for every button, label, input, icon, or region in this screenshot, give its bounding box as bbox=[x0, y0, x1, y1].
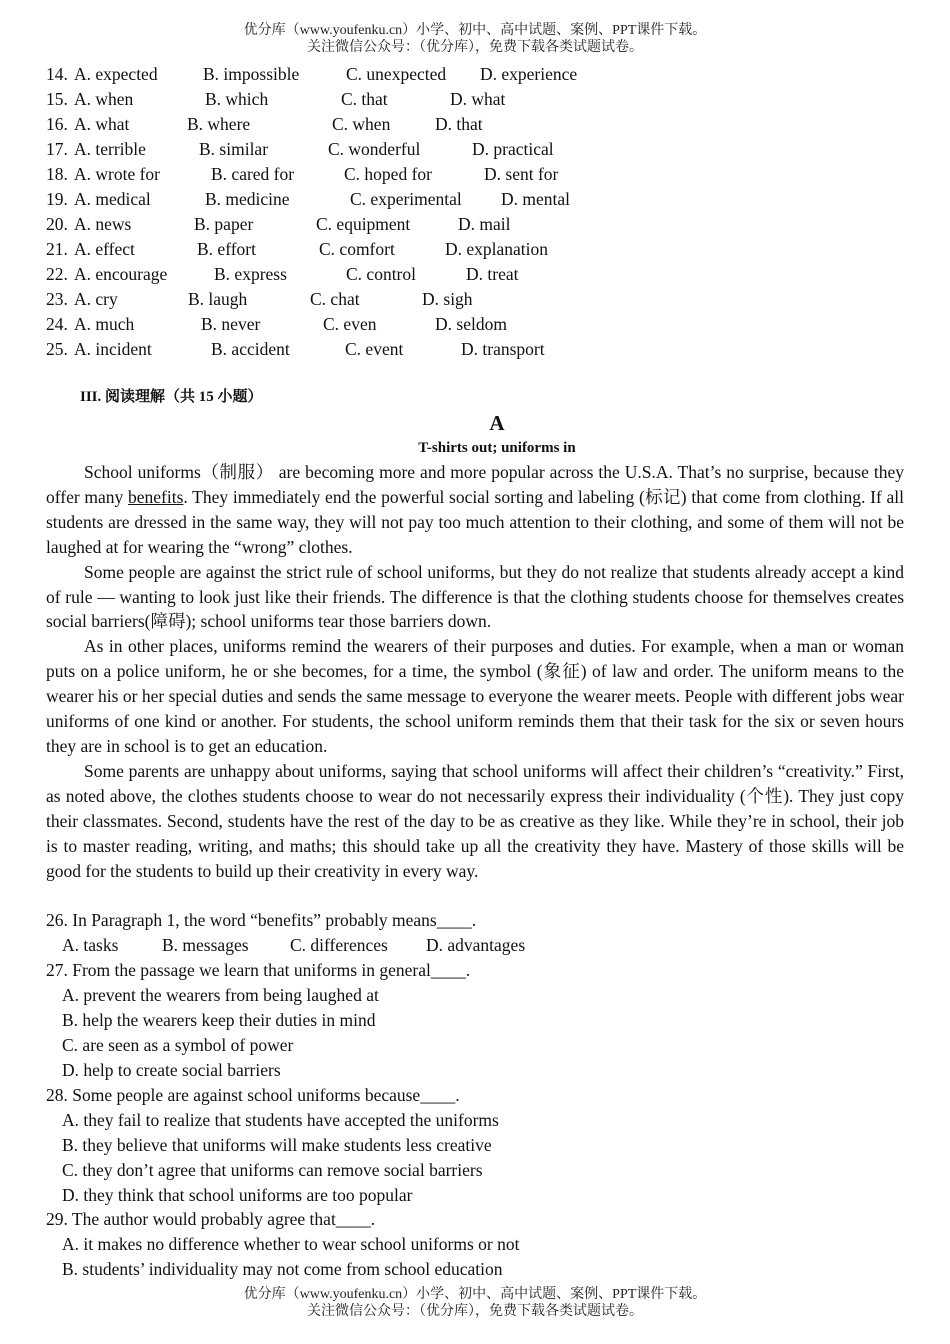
question-stem: 28. Some people are against school uniforms because____. bbox=[46, 1085, 460, 1105]
footer-line-2: 关注微信公众号：（优分库），免费下载各类试题试卷。 bbox=[307, 1304, 643, 1319]
option-d: D. treat bbox=[466, 264, 519, 284]
option-number: 17. bbox=[46, 139, 68, 159]
option-a: A. effect bbox=[74, 239, 135, 259]
option-a: A. what bbox=[74, 114, 130, 134]
option-b: B. never bbox=[201, 314, 261, 334]
option-c: C. event bbox=[345, 339, 404, 359]
option-a: A. it makes no difference whether to wear school uniforms or not bbox=[62, 1234, 520, 1254]
option-c: C. chat bbox=[310, 289, 360, 309]
option-b: B. similar bbox=[199, 139, 269, 159]
option-c: C. even bbox=[323, 314, 377, 334]
option-b: B. which bbox=[205, 89, 269, 109]
option-b: B. impossible bbox=[203, 64, 300, 84]
option-c: C. unexpected bbox=[346, 64, 447, 84]
option-number: 23. bbox=[46, 289, 68, 309]
paragraph-4: Some parents are unhappy about uniforms, saying that school uniforms will affect their children’s “creativity.” First, as noted above, the clothes students choose to wear do not necessarily express their individuality (个性). They just copy their classmates. Second, students have the rest of the day to be as creative as they like. While they’re in school, their job is to master reading, writing, and maths; this should take up all the creativity they have. Mastery of those skills will be good for the students to build up their creativity in every way. bbox=[46, 760, 904, 881]
option-b: B. express bbox=[214, 264, 287, 284]
option-c: C. control bbox=[346, 264, 416, 284]
option-d: D. mental bbox=[501, 189, 571, 209]
option-d: D. explanation bbox=[445, 239, 549, 259]
option-a: A. terrible bbox=[74, 139, 146, 159]
option-number: 22. bbox=[46, 264, 68, 284]
option-b: B. laugh bbox=[188, 289, 248, 309]
option-a: A. cry bbox=[74, 289, 118, 309]
option-a: A. wrote for bbox=[74, 164, 161, 184]
option-number: 25. bbox=[46, 339, 68, 359]
passage-title: T-shirts out; uniforms in bbox=[418, 440, 576, 456]
option-number: 15. bbox=[46, 89, 68, 109]
option-a: A. prevent the wearers from being laughed at bbox=[62, 985, 379, 1005]
page-footer bbox=[0, 1286, 950, 1320]
option-c: C. they don’t agree that uniforms can remove social barriers bbox=[62, 1160, 483, 1180]
option-d: D. mail bbox=[458, 214, 511, 234]
option-number: 24. bbox=[46, 314, 68, 334]
option-a: A. encourage bbox=[74, 264, 168, 284]
header-line-1: 优分库（www.youfenku.cn）小学、初中、高中试题、案例、PPT课件下载。 bbox=[243, 23, 707, 38]
option-number: 19. bbox=[46, 189, 68, 209]
option-d: D. advantages bbox=[426, 935, 526, 955]
option-b: B. help the wearers keep their duties in mind bbox=[62, 1010, 376, 1030]
question-stem: 27. From the passage we learn that uniforms in general____. bbox=[46, 960, 471, 980]
option-number: 20. bbox=[46, 214, 68, 234]
paragraph-2: Some people are against the strict rule of school uniforms, but they do not realize that students already accept a kind of rule — wanting to look just like their friends. The difference is that the clothing students choose for themselves creates social barriers(障碍); school uniforms tear those barriers down. bbox=[46, 561, 904, 632]
option-d: D. experience bbox=[480, 64, 578, 84]
option-a: A. tasks bbox=[62, 935, 119, 955]
option-number: 14. bbox=[46, 64, 68, 84]
question-stem: 26. In Paragraph 1, the word “benefits” probably means____. bbox=[46, 910, 477, 930]
option-c: C. experimental bbox=[350, 189, 462, 209]
reading-passage bbox=[46, 460, 904, 883]
option-c: C. comfort bbox=[319, 239, 395, 259]
option-b: B. medicine bbox=[205, 189, 290, 209]
option-a: A. much bbox=[74, 314, 135, 334]
option-number: 16. bbox=[46, 114, 68, 134]
option-b: B. students’ individuality may not come from school education bbox=[62, 1259, 503, 1279]
option-b: B. cared for bbox=[211, 164, 295, 184]
option-d: D. help to create social barriers bbox=[62, 1060, 281, 1080]
option-number: 21. bbox=[46, 239, 68, 259]
option-d: D. seldom bbox=[435, 314, 507, 334]
option-c: C. are seen as a symbol of power bbox=[62, 1035, 294, 1055]
option-b: B. paper bbox=[194, 214, 254, 234]
paragraph-1-part-a: School uniforms（制服） are becoming more and more popular across the U.S.A. That’s no surprise, because they offer many bbox=[46, 462, 904, 507]
paragraph-1-part-b: . They immediately end the powerful social sorting and labeling (标记) that come from clothing. If all students are dressed in the same way, they will not pay too much attention to their clothing, and some of them will not be laughed at for wearing the “wrong” clothes. bbox=[46, 486, 904, 557]
option-d: D. they think that school uniforms are too popular bbox=[62, 1185, 413, 1205]
option-c: C. that bbox=[341, 89, 388, 109]
option-c: C. hoped for bbox=[344, 164, 432, 184]
passage-letter: A bbox=[489, 411, 505, 435]
question-stem: 29. The author would probably agree that____. bbox=[46, 1209, 376, 1229]
underlined-word: benefits bbox=[128, 486, 184, 507]
option-a: A. when bbox=[74, 89, 134, 109]
option-b: B. messages bbox=[162, 935, 249, 955]
option-a: A. they fail to realize that students have accepted the uniforms bbox=[62, 1110, 499, 1130]
option-number: 18. bbox=[46, 164, 68, 184]
option-b: B. where bbox=[187, 114, 251, 134]
paragraph-1 bbox=[46, 460, 904, 560]
option-b: B. effort bbox=[197, 239, 256, 259]
option-a: A. incident bbox=[74, 339, 152, 359]
option-b: B. they believe that uniforms will make students less creative bbox=[62, 1135, 492, 1155]
option-a: A. medical bbox=[74, 189, 151, 209]
option-c: C. differences bbox=[290, 935, 388, 955]
section-title: III. 阅读理解（共 15 小题） bbox=[80, 389, 263, 405]
option-d: D. transport bbox=[461, 339, 545, 359]
option-a: A. expected bbox=[74, 64, 158, 84]
option-c: C. when bbox=[332, 114, 391, 134]
page-header bbox=[0, 22, 950, 56]
option-c: C. wonderful bbox=[328, 139, 421, 159]
option-d: D. that bbox=[435, 114, 483, 134]
option-d: D. sigh bbox=[422, 289, 473, 309]
option-d: D. what bbox=[450, 89, 506, 109]
option-d: D. practical bbox=[472, 139, 554, 159]
option-a: A. news bbox=[74, 214, 132, 234]
option-b: B. accident bbox=[211, 339, 290, 359]
paragraph-3: As in other places, uniforms remind the wearers of their purposes and duties. For example, when a man or woman puts on a police uniform, he or she becomes, for a time, the symbol (象征) of law and order. The uniform means to the wearer his or her special duties and sends the same message to everyone the wearer meets. People with different jobs wear uniforms of one kind or another. For students, the school uniform reminds them that their task for the six or seven hours they are in school is to get an education. bbox=[46, 636, 904, 756]
option-d: D. sent for bbox=[484, 164, 559, 184]
header-line-2: 关注微信公众号：（优分库），免费下载各类试题试卷。 bbox=[307, 40, 643, 55]
footer-line-1: 优分库（www.youfenku.cn）小学、初中、高中试题、案例、PPT课件下载。 bbox=[243, 1287, 707, 1302]
option-c: C. equipment bbox=[316, 214, 411, 234]
question-options-row bbox=[62, 933, 582, 958]
